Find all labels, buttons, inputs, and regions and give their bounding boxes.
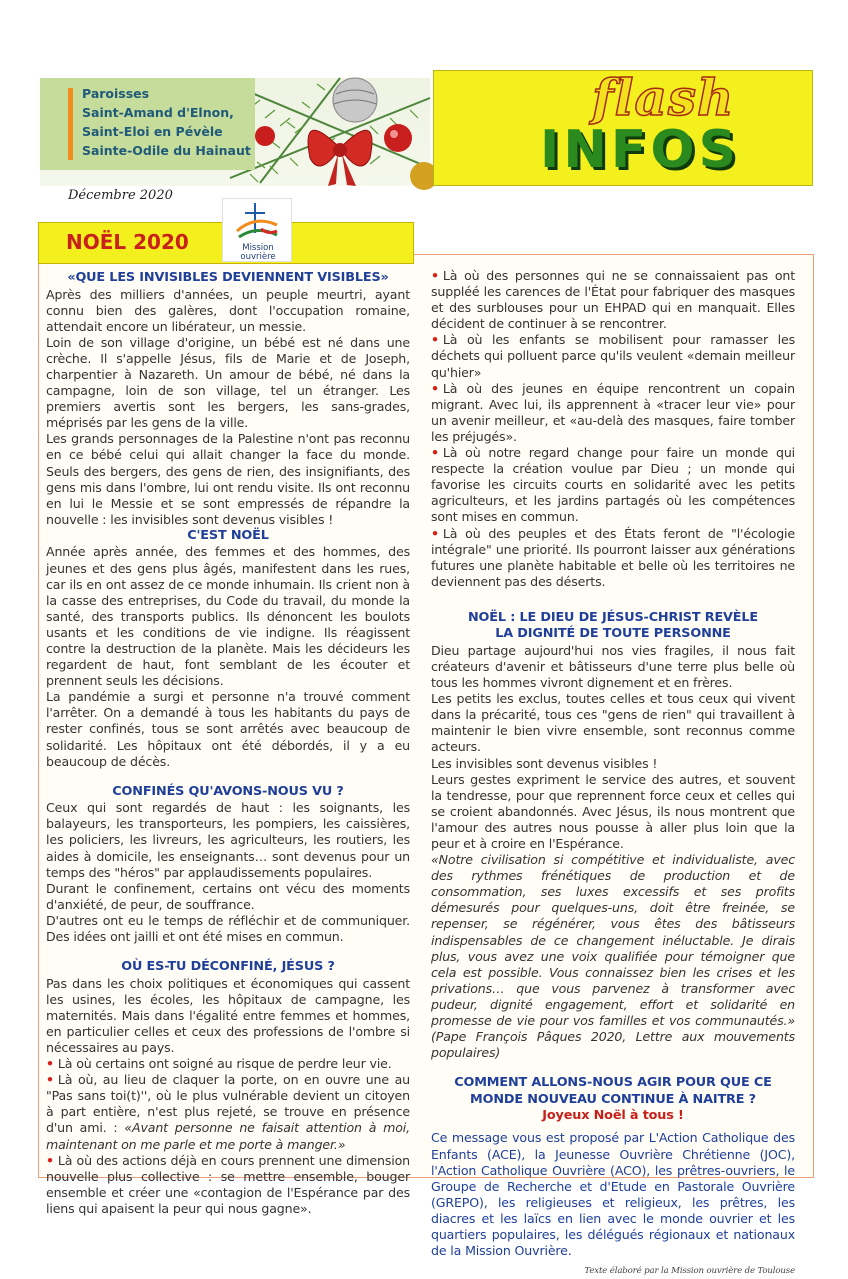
bullet-icon: • [431,525,439,541]
paragraph: Ceux qui sont regardés de haut : les soignants, les balayeurs, les transporteurs, les pompiers, les caissières, les policiers, les livreurs, les agriculteurs, les routiers, les aides à domicile, les enseignants… sont devenus pour un temps des "héros" par applaudissements populaires. [46,800,410,880]
bullet-icon: • [431,445,439,461]
bullet-icon: • [431,380,439,396]
bullet-icon: • [431,268,439,283]
paragraph: Loin de son village d'origine, un bébé est né dans une crèche. Il s'appelle Jésus, fils de Marie et de Joseph, charpentier à Nazareth. Un amour de bébé, né dans la campagne, loin de son village, tel un étranger. Les premiers avertis sont les bergers, les sans-grades, méprisés par les gens de la ville. [46,334,410,431]
paragraph: Pas dans les choix politiques et économiques qui cassent les usines, les écoles, les hôpitaux de campagne, les maternités. Mais dans l'égalité entre femmes et hommes, en particulier celles et ceux des professions de l'ombre si nécessaires au pays. [46,975,410,1055]
section-title: «QUE LES INVISIBLES DEVIENNENT VISIBLES» [67,270,389,285]
right-column [431,268,795,1279]
bullet-item: • Là où des personnes qui ne se connaissaient pas ont suppléé les carences de l'État pour fabriquer des masques et des surblouses pour un EHPAD qui en manquait. Elles décident de continuer à se rencontrer. [431,268,795,332]
issue-date: Décembre 2020 [68,188,173,203]
section-title: OÙ ES-TU DÉCONFINÉ, JÉSUS ? [121,959,335,975]
paragraph: La pandémie a surgi et personne n'a trouvé comment l'arrêter. On a demandé à tous les habitants du pays de rester confinés, tous se sont arrêtés avec beaucoup de solidarité. Les hôpitaux ont été débordés, il y a eu beaucoup de décès. [46,689,410,769]
paragraph: Les grands personnages de la Palestine n'ont pas reconnu en ce bébé celui qui allait changer la face du monde. Seuls des bergers, des gens de rien, des insignifiants, des gens mis dans l'ombre, lui ont rendu visite. Ils ont reconnu en lui le Messie et se sont empressés de répandre la nouvelle : les invisibles sont devenus visibles ! [46,431,410,527]
paragraph: Durant le confinement, certains ont vécu des moments d'anxiété, de peur, de souffrance. [46,880,410,912]
parish-line: Sainte-Odile du Hainaut [82,143,251,158]
section-title: COMMENT ALLONS-NOUS AGIR POUR QUE CE MONDE NOUVEAU CONTINUE À NAITRE ? [454,1075,772,1107]
parish-line: Saint-Amand d'Elnon, [82,105,234,120]
greeting: Joyeux Noël à tous ! [542,1108,684,1124]
bullet-icon: • [431,332,439,348]
bullet-item: • Là où des peuples et des États feront de "l'écologie intégrale" une priorité. Ils pourront laisser aux générations futures une planète habitable et belle où les territoires ne deviennent pas des déserts. [431,525,795,589]
section-title: CONFINÉS QU'AVONS-NOUS VU ? [112,783,344,799]
section-title: NOËL : LE DIEU DE JÉSUS-CHRIST REVÈLE LA DIGNITÉ DE TOUTE PERSONNE [468,609,758,642]
paragraph: Les invisibles sont devenus visibles ! [431,755,658,771]
infos-title: INFOS [540,120,741,180]
flash-title: flash [592,68,735,127]
parish-accent-bar [68,88,73,160]
parish-line: Saint-Eloi en Pévèle [82,124,223,139]
logo-line-1: Mission [242,243,274,253]
paragraph: Dieu partage aujourd'hui nos vies fragiles, il nous fait créateurs d'avenir et bâtisseurs d'une terre plus belle où tous les hommes vivront dignement et en frères. [431,642,795,691]
left-column [46,270,410,1217]
paragraph: Leurs gestes expriment le service des autres, et souvent la tendresse, pour que reprennent force ceux et celles qui se croient abandonnés. Avec Jésus, ils nous montrent que l'amour des autres nous pousse à aller plus loin que la peur et à croire en l'Espérance. [431,771,795,851]
bullet-icon: • [46,1056,54,1072]
mission-ouvriere-logo [222,198,292,262]
bullet-item: • Là où notre regard change pour faire un monde qui respecte la création voulue par Dieu ; un monde qui favorise les circuits courts en solidarité avec les petits agriculteurs, et les jardins partagés où les compétences sont mises en commun. [431,445,795,525]
parish-line: Paroisses [82,86,150,101]
paragraph: Les petits les exclus, toutes celles et tous ceux qui vivent dans la précarité, tous ces "gens de rien" qui travaillent à maintenir le bien vivre ensemble, sont reconnus comme acteurs. [431,691,795,755]
paragraph: Ce message vous est proposé par L'Action Catholique des Enfants (ACE), la Jeunesse Ouvrière Chrétienne (JOC), l'Action Catholique Ouvrière (ACO), les prêtres-ouvriers, le Groupe de Recherche et d'Etude en Pastorale Ouvrière (GREPO), les religieuses et religieux, les prêtres, les diacres et les laïcs en lien avec le monde ouvrier et les quartiers populaires, les délégués régionaux et nationaux de la Mission Ouvrière. [431,1130,795,1259]
pope-quote: «Notre civilisation si compétitive et individualiste, avec des rythmes frénétiques de production et de consommation, ses luxes excessifs et ses profits démesurés pour quelques-uns, doit être freinée, se repenser, se régénérer, vous êtes des bâtisseurs indispensables de ce changement inéluctable. Je dirais plus, vous avez une voix qualifiée pour témoigner que cela est possible. Vous connaissez bien les crises et les privations… que vous parvenez à transformer avec pudeur, dignité engagement, effort et solidarité en promesse de vie pour vos familles et vos communautés.» (Pape François Pâques 2020, Lettre aux mouvements populaires) [431,852,795,1061]
logo-line-2: ouvrière [240,252,276,262]
paragraph: Année après année, des femmes et des hommes, des jeunes et des gens plus âgés, manifestent dans les rues, car ils en ont assez de ce monde inhumain. Ils crient non à la casse des entreprises, du Code du travail, du monde la santé, des transports publics. Ils dénoncent les boulots usants et les conditions de vie indigne. Ils réagissent contre la destruction de la planète. Mais les décideurs les regardent de haut, font semblant de les écouter et prennent seuls les décisions. [46,544,410,689]
section-title: C'EST NOËL [187,527,269,543]
bullet-item: • Là où, au lieu de claquer la porte, on en ouvre une au "Pas sans toi(t)'', où le plus vulnérable devient un citoyen à part entière, n'est plus rejeté, se trouve en présence d'un ami. : «Avant personne ne faisait attention à moi, maintenant on me parle et me porte à manger.» [46,1072,410,1152]
bullet-item: • Là où des jeunes en équipe rencontrent un copain migrant. Avec lui, ils apprennent à «tracer leur vie» pour un avenir meilleur, et «au-delà des masques, faire tomber les préjugés». [431,380,795,444]
paragraph: Après des milliers d'années, un peuple meurtri, ayant connu bien des galères, dont l'occupation romaine, attendait encore un libérateur, un messie. [46,286,410,334]
bullet-item: • Là où les enfants se mobilisent pour ramasser les déchets qui polluent parce qu'ils veulent «demain meilleur qu'hier» [431,332,795,380]
page-title: NOËL 2020 [66,230,189,254]
bullet-icon: • [46,1152,54,1168]
paragraph: D'autres ont eu le temps de réfléchir et de communiquer. Des idées ont jailli et ont été mises en commun. [46,912,410,944]
quote-text: «Avant personne ne faisait attention à moi, maintenant on me parle et me porte à manger.» [46,1120,410,1152]
mission-cross-icon [223,199,293,263]
bullet-icon: • [46,1072,54,1088]
bullet-item: • Là où des actions déjà en cours prennent une dimension nouvelle plus collective : se mettre ensemble, bouger ensemble et créer une «contagion de l'Espérance par des liens qui apaisent la peur qui nous gagne». [46,1152,410,1216]
credit-line: Texte élaboré par la Mission ouvrière de Toulouse [584,1266,795,1277]
parish-list [82,84,262,160]
bullet-item: • Là où certains ont soigné au risque de perdre leur vie. [46,1056,392,1072]
